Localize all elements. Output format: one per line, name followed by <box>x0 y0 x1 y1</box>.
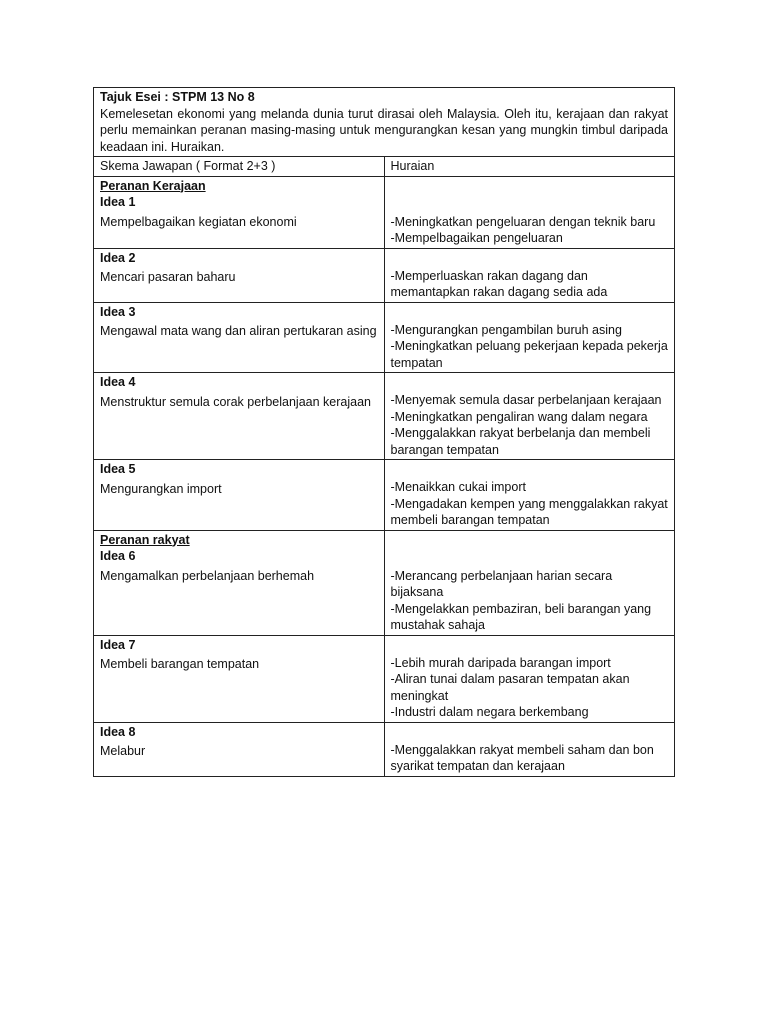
huraian-point: -Meningkatkan pengeluaran dengan teknik baru <box>390 214 656 229</box>
idea-label: Idea 1 <box>100 195 136 209</box>
idea-label: Idea 2 <box>100 250 136 265</box>
section-heading-kerajaan: Peranan Kerajaan <box>100 178 206 193</box>
huraian-point: -Industri dalam negara berkembang <box>390 705 589 719</box>
huraian-cell-3 <box>384 302 675 373</box>
idea-row-5 <box>94 460 675 531</box>
idea-row-8 <box>94 722 675 776</box>
idea-text: Mengamalkan perbelanjaan berhemah <box>100 568 315 583</box>
huraian-point: -Memperluaskan rakan dagang dan memantapkan rakan dagang sedia ada <box>390 268 608 299</box>
huraian-point: -Menggalakkan rakyat membeli saham dan bon syarikat tempatan dan kerajaan <box>390 742 654 773</box>
idea-row-2 <box>94 248 675 302</box>
huraian-cell-8 <box>384 722 675 776</box>
idea-label: Idea 3 <box>100 304 136 319</box>
header-huraian: Huraian <box>384 157 675 177</box>
huraian-point: -Meningkatkan pengaliran wang dalam negara <box>390 409 648 424</box>
huraian-point: -Menggalakkan rakyat berbelanja dan membeli barangan tempatan <box>390 426 651 457</box>
huraian-point: -Mengelakkan pembaziran, beli barangan yang mustahak sahaja <box>390 601 652 632</box>
header-scheme: Skema Jawapan ( Format 2+3 ) <box>94 157 385 177</box>
huraian-cell-6 <box>384 530 675 635</box>
essay-scheme-table <box>93 87 675 777</box>
idea-row-4 <box>94 373 675 460</box>
huraian-point: -Aliran tunai dalam pasaran tempatan akan meningkat <box>390 672 630 703</box>
idea-cell-1 <box>94 176 385 248</box>
idea-label: Idea 4 <box>100 375 136 389</box>
huraian-point: -Menaikkan cukai import <box>390 480 526 494</box>
huraian-cell-7 <box>384 635 675 722</box>
question-cell <box>94 88 675 157</box>
idea-label: Idea 8 <box>100 724 136 739</box>
idea-text: Melabur <box>100 744 146 758</box>
idea-text: Mempelbagaikan kegiatan ekonomi <box>100 214 297 229</box>
huraian-cell-2 <box>384 248 675 302</box>
huraian-cell-1 <box>384 176 675 248</box>
idea-cell-3 <box>94 302 385 373</box>
idea-cell-2 <box>94 248 385 302</box>
idea-cell-5 <box>94 460 385 531</box>
huraian-point: -Mengadakan kempen yang menggalakkan rakyat membeli barangan tempatan <box>390 496 668 527</box>
huraian-point: -Lebih murah daripada barangan import <box>390 655 611 670</box>
huraian-point: -Mengurangkan pengambilan buruh asing <box>390 322 622 337</box>
idea-text: Mengawal mata wang dan aliran pertukaran asing <box>100 324 377 338</box>
idea-cell-7 <box>94 635 385 722</box>
huraian-point: -Meningkatkan peluang pekerjaan kepada pekerja tempatan <box>390 339 668 370</box>
idea-row-7 <box>94 635 675 722</box>
idea-row-3 <box>94 302 675 373</box>
essay-title: Tajuk Esei : STPM 13 No 8 <box>100 90 255 104</box>
huraian-cell-4 <box>384 373 675 460</box>
idea-row-6 <box>94 530 675 635</box>
huraian-cell-5 <box>384 460 675 531</box>
header-row <box>94 157 675 177</box>
essay-question: Kemelesetan ekonomi yang melanda dunia turut dirasai oleh Malaysia. Oleh itu, kerajaan dan rakyat perlu memainkan peranan masing-masing untuk mengurangkan kesan yang mungkin timbul daripada keadaan ini. Huraikan. <box>100 106 668 154</box>
idea-text: Mengurangkan import <box>100 481 222 496</box>
idea-label: Idea 7 <box>100 637 136 652</box>
idea-label: Idea 6 <box>100 549 136 563</box>
idea-cell-4 <box>94 373 385 460</box>
question-row <box>94 88 675 157</box>
section-heading-rakyat: Peranan rakyat <box>100 532 190 547</box>
idea-text: Membeli barangan tempatan <box>100 657 260 671</box>
idea-cell-6 <box>94 530 385 635</box>
huraian-point: -Mempelbagaikan pengeluaran <box>390 231 563 245</box>
idea-label: Idea 5 <box>100 462 136 476</box>
huraian-point: -Merancang perbelanjaan harian secara bijaksana <box>390 568 613 599</box>
idea-row-1 <box>94 176 675 248</box>
huraian-point: -Menyemak semula dasar perbelanjaan kerajaan <box>390 393 662 407</box>
idea-cell-8 <box>94 722 385 776</box>
idea-text: Mencari pasaran baharu <box>100 270 236 284</box>
idea-text: Menstruktur semula corak perbelanjaan kerajaan <box>100 394 371 409</box>
